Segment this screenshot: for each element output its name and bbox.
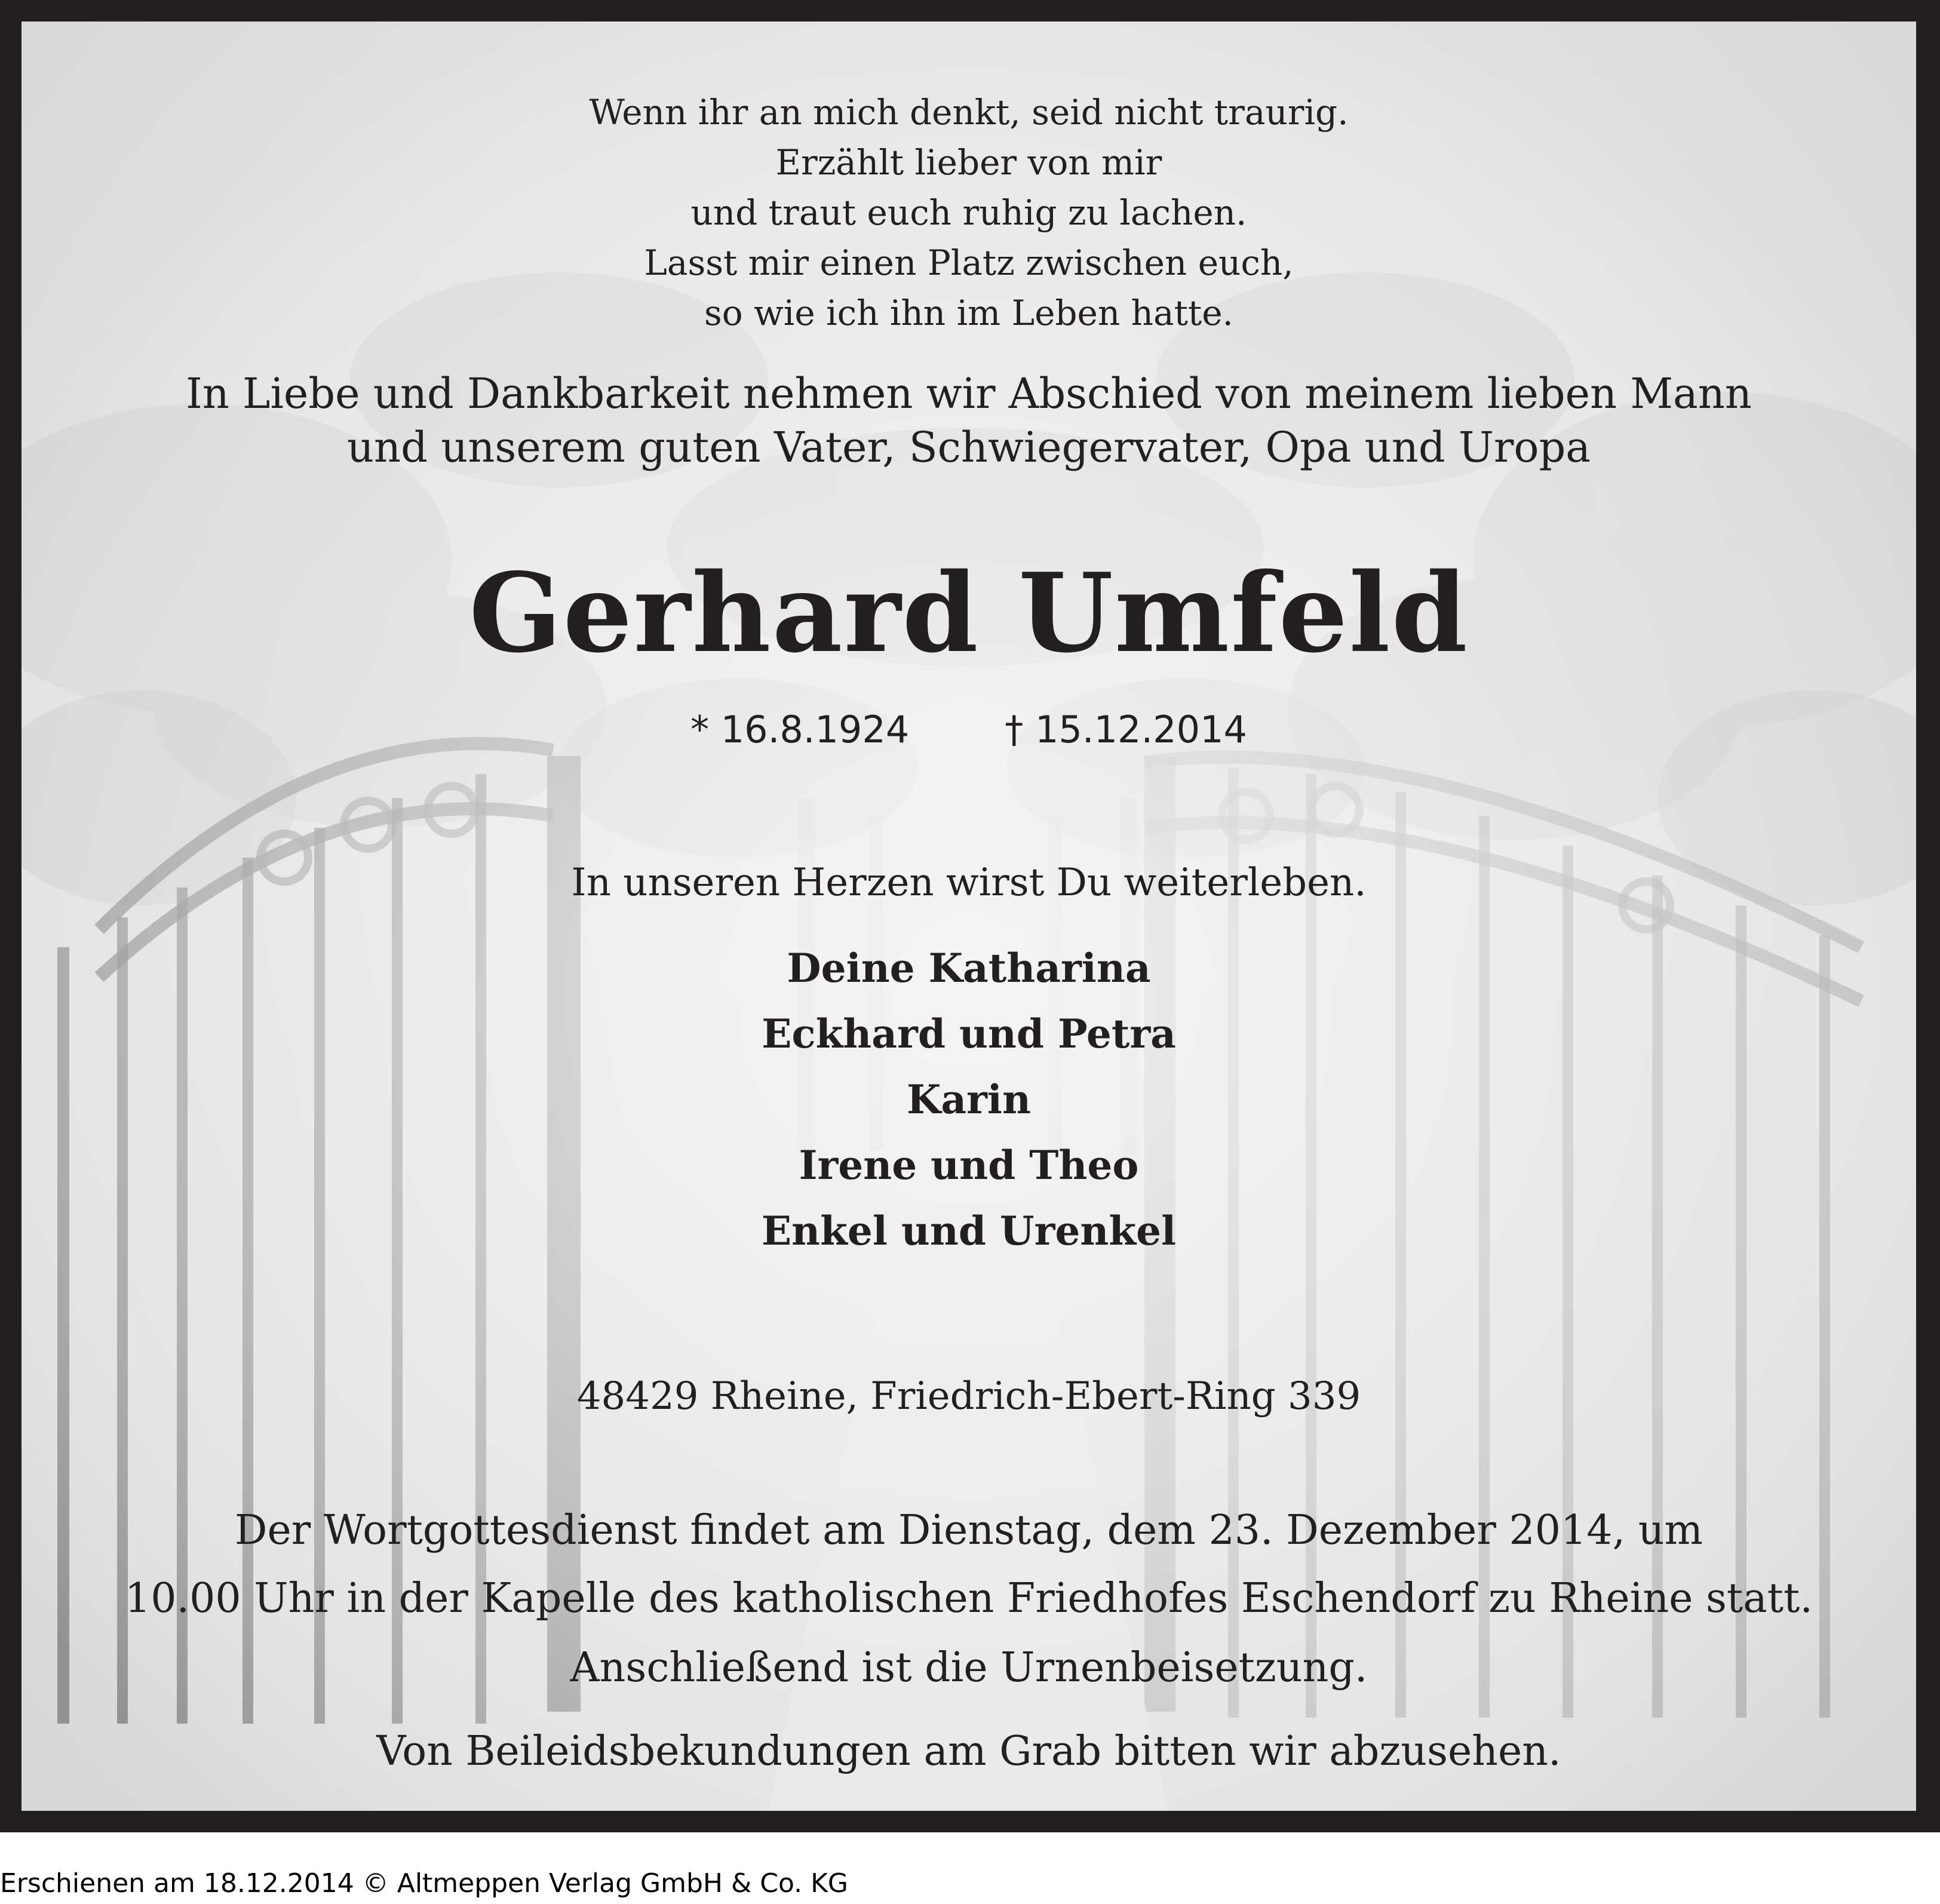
remembrance-line: In unseren Herzen wirst Du weiterleben. — [571, 861, 1367, 905]
family-address: 48429 Rheine, Friedrich-Ebert-Ring 339 — [576, 1374, 1361, 1418]
farewell-intro-line: und unserem guten Vater, Schwiegervater, Opa und Uropa — [346, 423, 1591, 472]
farewell-intro — [22, 367, 1916, 474]
obituary-text — [22, 22, 1916, 1811]
death-date: † 15.12.2014 — [1005, 708, 1247, 751]
poem-line: Wenn ihr an mich denkt, seid nicht traurig. — [589, 92, 1349, 133]
mourners-list — [22, 935, 1916, 1264]
mourner-name: Karin — [907, 1076, 1031, 1123]
poem-line: und traut euch ruhig zu lachen. — [690, 192, 1247, 233]
publication-footer: Erschienen am 18.12.2014 © Altmeppen Verlag GmbH & Co. KG — [0, 1868, 849, 1899]
obituary-panel — [22, 22, 1916, 1811]
mourner-name: Eckhard und Petra — [762, 1011, 1176, 1057]
service-notice-line: 10.00 Uhr in der Kapelle des katholischen Friedhofes Eschendorf zu Rheine statt. — [124, 1575, 1813, 1622]
service-notice — [22, 1497, 1916, 1633]
service-notice-line: Der Wortgottesdienst findet am Dienstag, dem 23. Dezember 2014, um — [234, 1507, 1703, 1554]
condolence-note: Von Beileidsbekundungen am Grab bitten wir abzusehen. — [376, 1728, 1561, 1775]
poem-line: Erzählt lieber von mir — [775, 142, 1162, 183]
farewell-intro-line: In Liebe und Dankbarkeit nehmen wir Abschied von meinem lieben Mann — [186, 369, 1752, 418]
birth-date: * 16.8.1924 — [690, 708, 910, 751]
mourner-name: Deine Katharina — [787, 945, 1151, 991]
poem — [22, 87, 1916, 338]
poem-line: Lasst mir einen Platz zwischen euch, — [644, 242, 1294, 283]
life-dates — [22, 706, 1916, 754]
mourner-name: Irene und Theo — [799, 1142, 1139, 1189]
mourner-name: Enkel und Urenkel — [761, 1208, 1177, 1254]
poem-line: so wie ich ihn im Leben hatte. — [704, 293, 1233, 333]
deceased-name: Gerhard Umfeld — [469, 549, 1469, 677]
urn-burial-notice: Anschließend ist die Urnenbeisetzung. — [570, 1644, 1368, 1691]
